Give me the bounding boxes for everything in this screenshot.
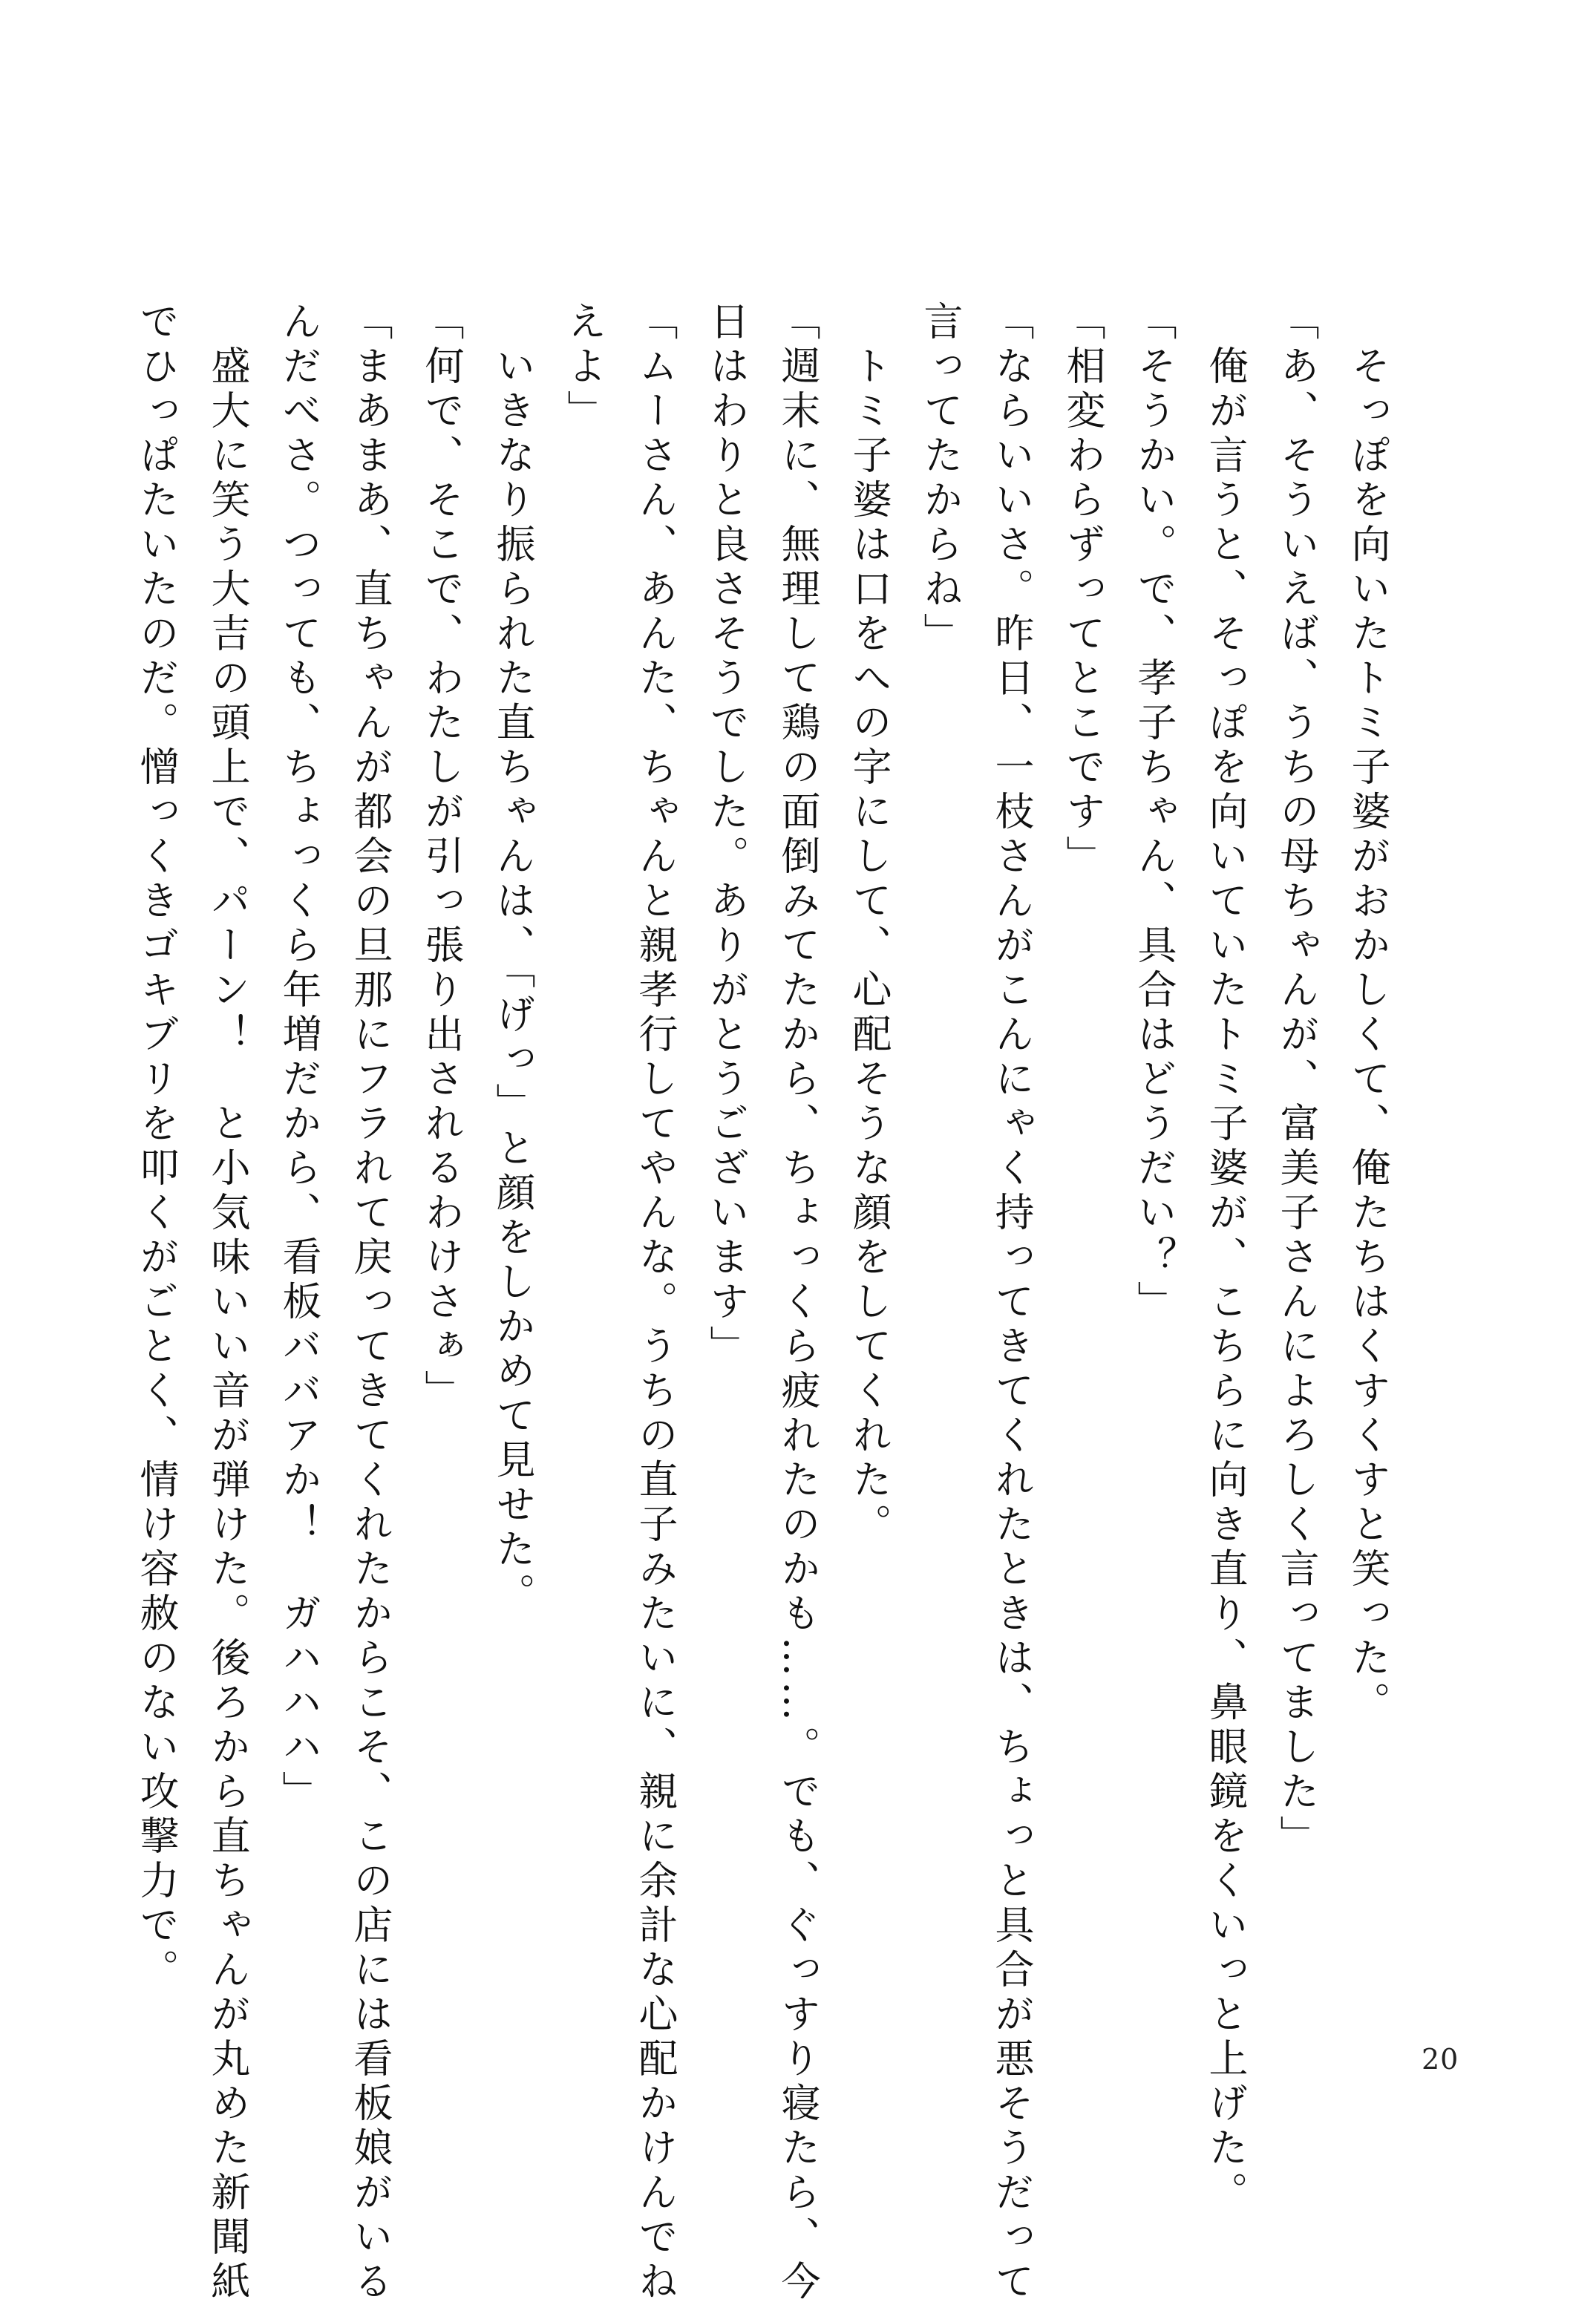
text-line: トミ子婆は口をへの字にして、心配そうな顔をしてくれた。 (846, 345, 892, 1548)
text-line: 言ってたからね」 (918, 301, 963, 657)
text-line: 「そうかい。で、孝子ちゃん、具合はどうだい？」 (1131, 301, 1177, 1325)
text-line: そっぽを向いたトミ子婆がおかしくて、俺たちはくすくすと笑った。 (1345, 345, 1390, 1726)
text-line: 「まあまあ、直ちゃんが都会の旦那にフラれて戻ってきてくれたからこそ、この店には看板娘がいる (347, 301, 393, 2305)
text-line: 「あ、そういえば、うちの母ちゃんが、富美子さんによろしく言ってました」 (1274, 301, 1319, 1860)
text-line: 「相変わらずってとこです」 (1060, 301, 1105, 880)
text-line: 「ムーさん、あんた、ちゃんと親孝行してやんな。うちの直子みたいに、親に余計な心配かけんでね (632, 301, 678, 2305)
text-line: 「何で、そこで、わたしが引っ張り出されるわけさぁ」 (419, 301, 464, 1414)
text-line: 俺が言うと、そっぽを向いていたトミ子婆が、こちらに向き直り、鼻眼鏡をくいっと上げた。 (1203, 345, 1248, 2216)
text-line: えよ」 (561, 301, 606, 434)
text-line: んだべさ。つっても、ちょっくら年増だから、看板ババアか！ ガハハハ」 (276, 301, 321, 1815)
text-line: 「ならいいさ。昨日、一枝さんがこんにゃく持ってきてくれたときは、ちょっと具合が悪そうだって (989, 301, 1034, 2305)
text-line: でひっぱたいたのだ。憎っくきゴキブリを叩くがごとく、情け容赦のない攻撃力で。 (134, 301, 179, 1993)
text-line: いきなり振られた直ちゃんは、「げっ」と顔をしかめて見せた。 (490, 345, 535, 1618)
page-number: 20 (1422, 2043, 1459, 2076)
vertical-text-body (134, 301, 1403, 2305)
text-line: 「週末に、無理して鶏の面倒みてたから、ちょっくら疲れたのかも……。でも、ぐっすり寝たら、今 (775, 301, 820, 2305)
text-line: 盛大に笑う大吉の頭上で、パーン！ と小気味いい音が弾けた。後ろから直ちゃんが丸めた新聞紙 (205, 345, 250, 2305)
text-line: 日はわりと良さそうでした。ありがとうございます」 (704, 301, 749, 1370)
